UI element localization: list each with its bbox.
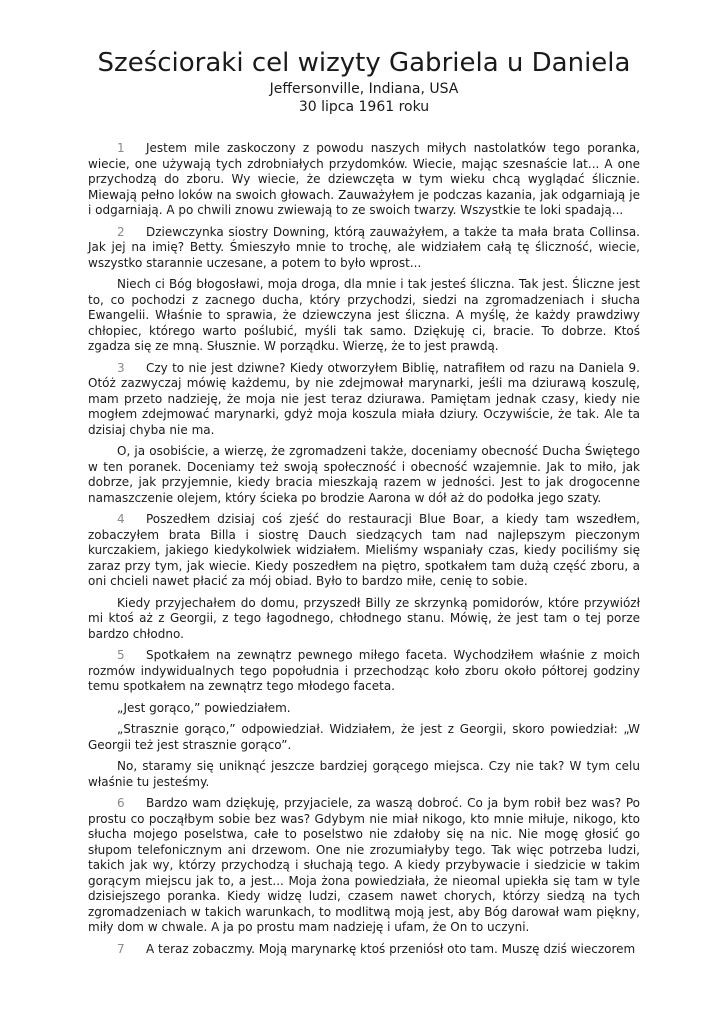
paragraph-number: 5 (117, 648, 125, 662)
document-location: Jeffersonville, Indiana, USA (269, 81, 459, 97)
paragraph-text: No, staramy się uniknąć jeszcze bardziej gorącego miejsca. Czy nie tak? W tym celu właśnie tu jesteśmy. (88, 759, 640, 789)
paragraph-text: Poszedłem dzisiaj coś zjeść do restauracji Blue Boar, a kiedy tam wszedłem, zobaczyłem brata Billa i siostrę Dauch siedzących tam nad najlepszym pieczonym kurczakiem, jakiego kiedykolwiek widziałem. Mieliśmy wspaniały czas, kiedy pociliśmy się zaraz przy tym, jak wiecie. Kiedy poszedłem na piętro, spotkałem tam dużą część zboru, a oni chcieli nawet płacić za mój obiad. Było to bardzo miłe, cenię to sobie. (88, 512, 640, 588)
paragraph (88, 942, 640, 958)
paragraph (88, 277, 640, 355)
paragraph-text: O, ja osobiście, a wierzę, że zgromadzeni także, doceniamy obecność Ducha Świętego w ten poranek. Doceniamy też swoją społeczność i obecność wzajemnie. Jak to miło, jak dobrze, jak przyjemnie, kiedy bracia mieszkają razem w jedności. Jest to jak drogocenne namaszczenie olejem, który ścieka po brodzie Aarona w dół aż do podołka jego szaty. (88, 444, 640, 505)
paragraph-number: 7 (117, 941, 125, 956)
paragraph-number: 4 (117, 512, 125, 526)
paragraph-text: A teraz zobaczmy. Moją marynarkę ktoś przeniósł oto tam. Muszę dziś wieczorem (146, 941, 636, 956)
paragraph-number: 1 (117, 141, 125, 155)
paragraph-text: Niech ci Bóg błogosławi, moja droga, dla mnie i tak jesteś śliczna. Tak jest. Śliczne jest to, co pochodzi z zacnego ducha, który przychodzi, siedzi na zgromadzeniach i słucha Ewangelii. Właśnie to sprawia, że dziewczyna jest śliczna. A myślę, że każdy prawdziwy chłopiec, którego warto poślubić, myśli tak samo. Dziękuję ci, bracie. To dobrze. Ktoś zgadza się ze mną. Słusznie. W porządku. Wierzę, że to jest prawdą. (88, 277, 640, 353)
document-page (88, 48, 640, 963)
paragraph-text: Czy to nie jest dziwne? Kiedy otworzyłem Biblię, natrafiłem od razu na Daniela 9. Otóż zazwyczaj mówię każdemu, by nie zdejmował marynarki, jeśli ma dziurawą koszulę, mam przeto nadzieję, że moja nie jest teraz dziurawa. Pamiętam jednak czasy, kiedy nie mogłem zdejmować marynarki, gdyż moja koszula miała dziury. Oczywiście, że tak. Ale ta dzisiaj chyba nie ma. (88, 360, 640, 437)
paragraph (88, 648, 640, 695)
document-date: 30 lipca 1961 roku (298, 99, 430, 115)
paragraph (88, 701, 640, 717)
paragraph-text: „Strasznie gorąco,” odpowiedział. Widziałem, że jest z Georgii, skoro powiedział: „W Georgii też jest strasznie gorąco”. (88, 722, 640, 752)
paragraph-number: 2 (117, 224, 125, 239)
document-title: Sześcioraki cel wizyty Gabriela u Daniela (97, 48, 631, 78)
paragraph-text: Jestem mile zaskoczony z powodu naszych miłych nastolatków tego poranka, wiecie, one używają tych zdrobniałych przydomków. Wiecie, mając szesnaście lat... A one przychodzą do zboru. Wy wiecie, że dziewczęta w tym wieku chcą wyglądać ślicznie. Miewają pełno loków na swoich głowach. Zauważyłem je podczas kazania, jak odgarniają je i odgarniają. A po chwili znowu zwiewają to ze swoich twarzy. Wszystkie te loki spadają... (88, 141, 640, 217)
paragraph (88, 796, 640, 936)
paragraph (88, 596, 640, 643)
paragraph-text: Dziewczynka siostry Downing, którą zauważyłem, a także ta mała brata Collinsa. Jak jej na imię? Betty. Śmieszyło mnie to trochę, ale widziałem całą tę śliczność, wiecie, wszystko starannie uczesane, a potem to było wprost... (88, 224, 640, 270)
paragraph (88, 141, 640, 219)
paragraph-number: 3 (117, 360, 125, 375)
paragraph-text: Kiedy przyjechałem do domu, przyszedł Billy ze skrzynką pomidorów, które przywiózł mi ktoś aż z Georgii, z tego łagodnego, chłodnego stanu. Mówię, że jest tam o tej porze bardzo chłodno. (88, 595, 640, 641)
document-body (88, 141, 640, 957)
paragraph-text: Bardzo wam dziękuję, przyjaciele, za waszą dobroć. Co ja bym robił bez was? Po prostu co począłbym sobie bez was? Gdybym nie miał nikogo, kto mnie miłuje, nikogo, kto słucha mojego poselstwa, całe to poselstwo nie zdałoby się na nic. Nie mogę głosić go słupom telefonicznym ani drzewom. One nie zrozumiałyby tego. Tak więc potrzeba ludzi, takich jak wy, którzy przychodzą i słuchają tego. A kiedy przybywacie i siedzicie w takim gorącym miejscu jak to, a jest... Moja żona powiedziała, że nieomal upiekła się tam w tyle dzisiejszego poranka. Kiedy widzę ludzi, czasem nawet chorych, którzy siedzą na tych zgromadzeniach w takich warunkach, to modlitwą moją jest, aby Bóg darował wam piękny, miły dom w chwale. A ja po prostu mam nadzieję i ufam, że On to uczyni. (88, 796, 640, 934)
paragraph (88, 512, 640, 590)
paragraph (88, 444, 640, 506)
paragraph-number: 6 (117, 796, 125, 810)
paragraph-text: Spotkałem na zewnątrz pewnego miłego faceta. Wychodziłem właśnie z moich rozmów indywidualnych tego popołudnia i przechodząc koło zboru około półtorej godziny temu spotkałem na zewnątrz tego młodego faceta. (88, 648, 640, 693)
paragraph (88, 361, 640, 439)
paragraph-text: „Jest gorąco,” powiedziałem. (117, 700, 291, 715)
paragraph (88, 225, 640, 272)
paragraph (88, 759, 640, 790)
paragraph (88, 722, 640, 753)
